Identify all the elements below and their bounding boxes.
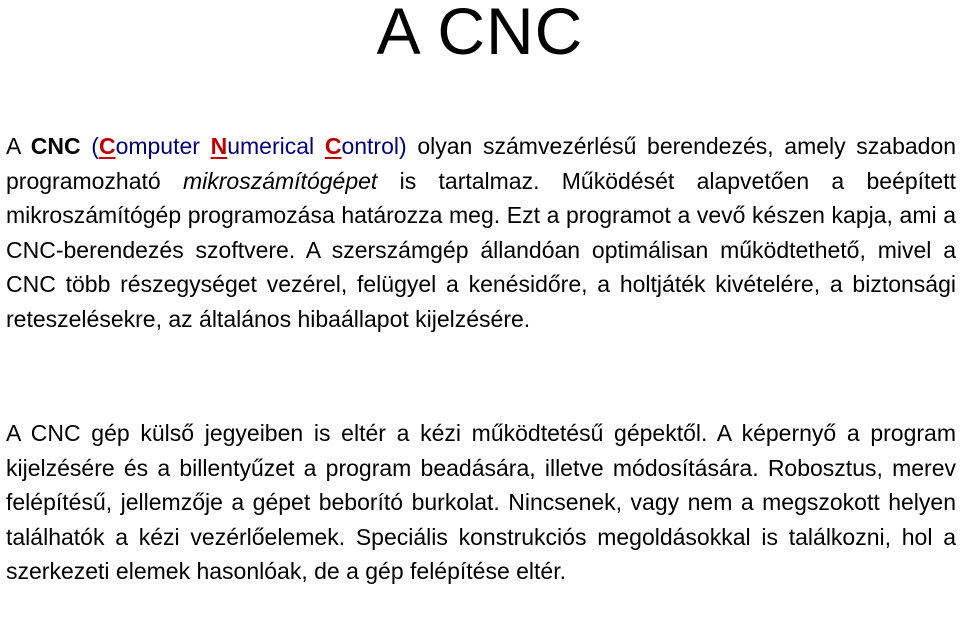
acronym-letter-c: C: [98, 133, 116, 159]
acronym-word-numerical: umerical: [227, 133, 315, 159]
intro-article: A: [6, 133, 21, 159]
acronym-letter-c2: C: [324, 133, 342, 159]
acronym-word-control: ontrol: [341, 133, 399, 159]
paren-open: (: [91, 133, 99, 159]
paragraph-features: [6, 416, 956, 589]
paragraph1-rest: is tartalmaz. Működését alapvetően a beépített mikroszámítógép programozása határozza meg. Ezt a programot a vevő készen kapja, ami a CNC-berendezés szoftvere. A szerszámgép állandóan optimálisan működtethető, mivel a CNC több részegységet vezérel, felügyel a kenésidőre, a holtjáték kivételére, a biztonsági reteszelésekre, az általános hibaállapot kijelzésére.: [6, 167, 957, 332]
definition-text: olyan számvezérlésű berendezés, amely szabadon programozható: [6, 133, 957, 194]
paren-close: ): [399, 133, 407, 159]
paragraph2-text: A CNC gép külső jegyeiben is eltér a kézi működtetésű gépektől. A képernyő a program kijelzésére és a billentyűzet a program beadására, illetve módosítására. Robosztus, merev felépítésű, jellemzője a gépet beborító burkolat. Nincsenek, vagy nem a megszokott helyen találhatók a kézi vezérlőelemek. Speciális konstrukciós megoldásokkal is találkozni, hol a szerkezeti elemek hasonlóak, de a gép felépítése eltér.: [6, 420, 956, 585]
cnc-term: CNC: [30, 133, 81, 159]
page-title: A CNC: [376, 0, 584, 68]
acronym-letter-n: N: [210, 133, 228, 159]
paragraph-definition: [6, 129, 956, 337]
acronym-word-computer: omputer: [115, 133, 200, 159]
italic-term: mikroszámítógépet: [183, 167, 378, 194]
